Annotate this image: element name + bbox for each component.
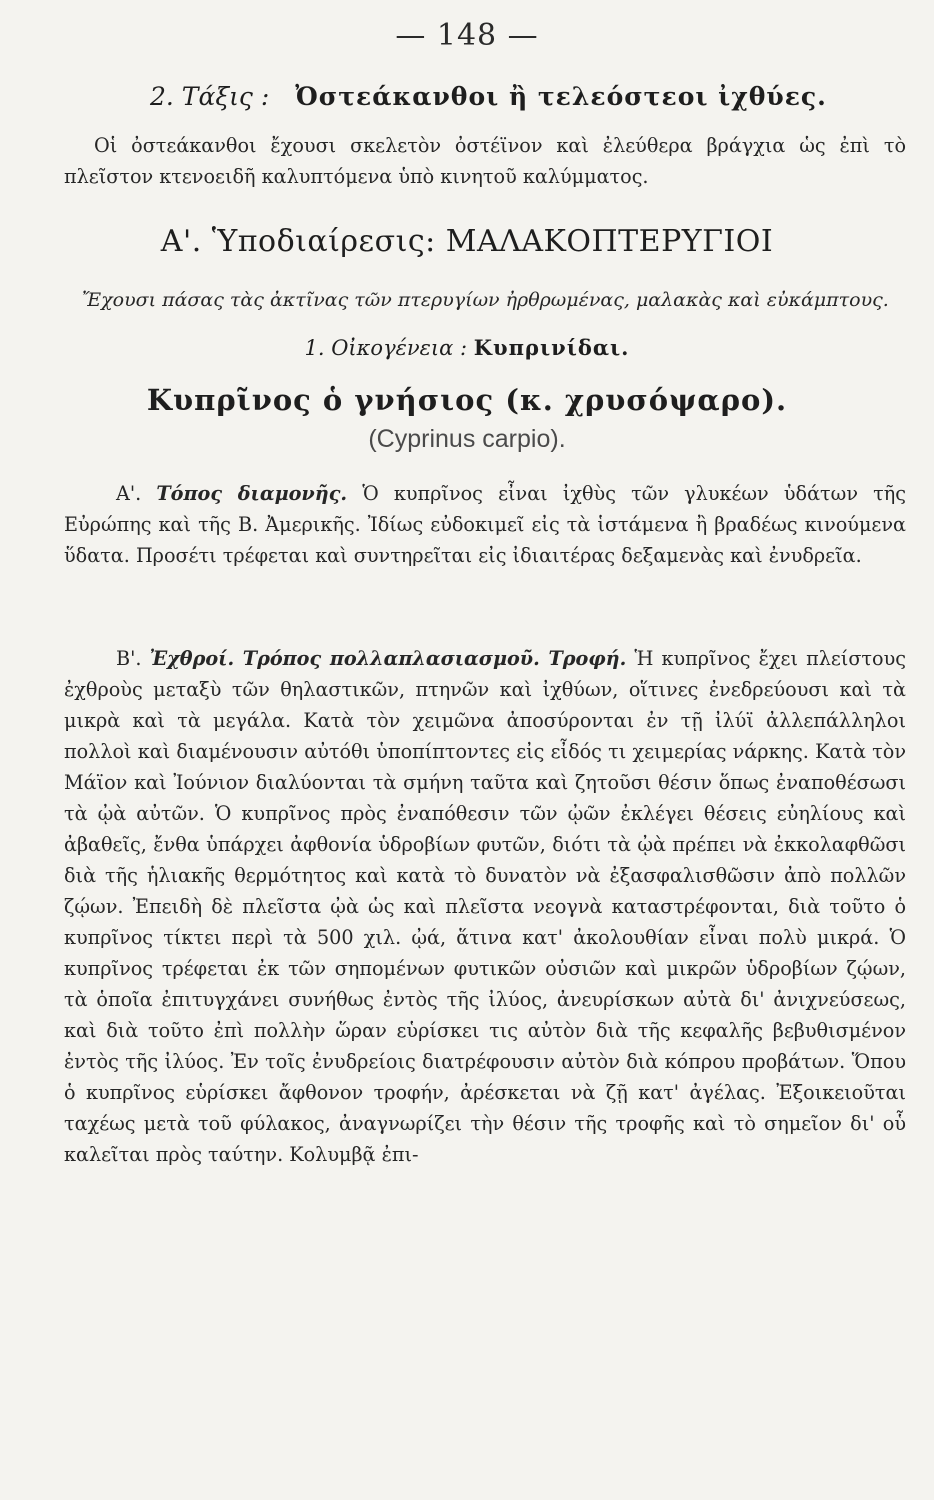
suborder-description: Ἔχουσι πάσας τὰς ἀκτῖνας τῶν πτερυγίων ἠρθρωμένας, μαλακὰς καὶ εὐκάμπτους.: [82, 289, 889, 311]
section-habitat: [64, 478, 906, 571]
section-enemies-reproduction-food: [64, 643, 906, 1170]
section-a-number: Α'.: [116, 482, 142, 505]
section-a-text: Ὁ κυπρῖνος εἶναι ἰχθὺς τῶν γλυκέων ὑδάτων τῆς Εὐρώπης καὶ τῆς Β. Ἀμερικῆς. Ἰδίως εὐδοκιμεῖ εἰς τὰ ἱστάμενα ἢ βραδέως κινούμενα ὕδατα. Προσέτι τρέφεται καὶ συντηρεῖται εἰς ἰδιαιτέρας δεξαμενὰς καὶ ἐνυδρεῖα.: [64, 482, 906, 567]
order-description: Οἱ ὀστεάκανθοι ἔχουσι σκελετὸν ὀστέϊνον καὶ ἐλεύθερα βράγχια ὡς ἐπὶ τὸ πλεῖστον κτενοειδῆ καλυπτόμενα ὑπὸ κινητοῦ καλύμματος.: [64, 134, 906, 188]
page-number: — 148 —: [395, 18, 539, 53]
family-name: Κυπρινίδαι.: [473, 335, 630, 360]
species-latin-name: (Cyprinus carpio).: [368, 425, 566, 453]
section-a-heading: Τόπος διαμονῆς.: [156, 482, 348, 505]
section-b-number: Β'.: [116, 647, 142, 670]
family-heading: [0, 335, 934, 360]
order-title: Ὀστεάκανθοι ἢ τελεόστεοι ἰχθύες.: [295, 82, 827, 111]
order-label: 2. Τάξις :: [150, 82, 270, 111]
suborder-heading: Α'. Ὑποδιαίρεσις: ΜΑΛΑΚΟΠΤΕΡΥΓΙΟΙ: [160, 224, 774, 259]
species-heading: Κυπρῖνος ὁ γνήσιος (κ. χρυσόψαρο).: [146, 383, 788, 417]
section-b-heading: Ἐχθροί. Τρόπος πολλαπλασιασμοῦ. Τροφή.: [149, 647, 627, 670]
order-heading: [150, 82, 827, 111]
section-b-text: Ἡ κυπρῖνος ἔχει πλείστους ἐχθροὺς μεταξὺ τῶν θηλαστικῶν, πτηνῶν καὶ ἰχθύων, οἵτινες ἐνεδρεύουσι καὶ τὰ μικρὰ καὶ τὰ μεγάλα. Κατὰ τὸν χειμῶνα ἀποσύρονται ἐν τῇ ἰλύϊ ἀλλεπάλληλοι πολλοὶ καὶ διαμένουσιν αὐτόθι ὑποπίπτοντες εἰς εἶδός τι χειμερίας νάρκης. Κατὰ τὸν Μάϊον καὶ Ἰούνιον διαλύονται τὰ σμήνη ταῦτα καὶ ζητοῦσι θέσιν ὅπως ἐναποθέσωσι τὰ ᾠὰ αὐτῶν. Ὁ κυπρῖνος πρὸς ἐναπόθεσιν τῶν ᾠῶν ἐκλέγει θέσεις εὐηλίους καὶ ἀβαθεῖς, ἔνθα ὑπάρχει ἀφθονία ὑδροβίων φυτῶν, διότι τὰ ᾠὰ πρέπει νὰ ἐκκολαφθῶσι διὰ τῆς ἡλιακῆς θερμότητος καὶ κατὰ τὸ δυνατὸν νὰ ἐξασφαλισθῶσιν ἀπὸ πολλῶν ζῴων. Ἐπειδὴ δὲ πλεῖστα ᾠὰ ὡς καὶ πλεῖστα νεογνὰ καταστρέφονται, διὰ τοῦτο ὁ κυπρῖνος τίκτει περὶ τὰ 500 χιλ. ᾠά, ἅτινα κατ' ἀκολουθίαν εἶναι πολὺ μικρά. Ὁ κυπρῖνος τρέφεται ἐκ τῶν σηπομένων φυτικῶν οὐσιῶν καὶ μικρῶν ὑδροβίων ζῴων, τὰ ὁποῖα ἐπιτυγχάνει συνήθως ἐντὸς τῆς ἰλύος, ἀνευρίσκων αὐτὰ δι' ἀνιχνεύσεως, καὶ διὰ τοῦτο ἐπὶ πολλὴν ὥραν εὑρίσκει τις αὐτὸν διὰ τῆς κεφαλῆς βεβυθισμένον ἐντὸς τῆς ἰλύος. Ἐν τοῖς ἐνυδρείοις διατρέφουσιν αὐτὸν διὰ κόπρου προβάτων. Ὅπου ὁ κυπρῖνος εὑρίσκει ἄφθονον τροφήν, ἀρέσκεται νὰ ζῇ κατ' ἀγέλας. Ἐξοικειοῦται ταχέως μετὰ τοῦ φύλακος, ἀναγνωρίζει τὴν θέσιν τῆς τροφῆς καὶ τὸ σημεῖον δι' οὗ καλεῖται πρὸς ταύτην. Κολυμβᾷ ἐπι-: [64, 647, 906, 1166]
family-label: 1. Οἰκογένεια :: [304, 336, 468, 360]
